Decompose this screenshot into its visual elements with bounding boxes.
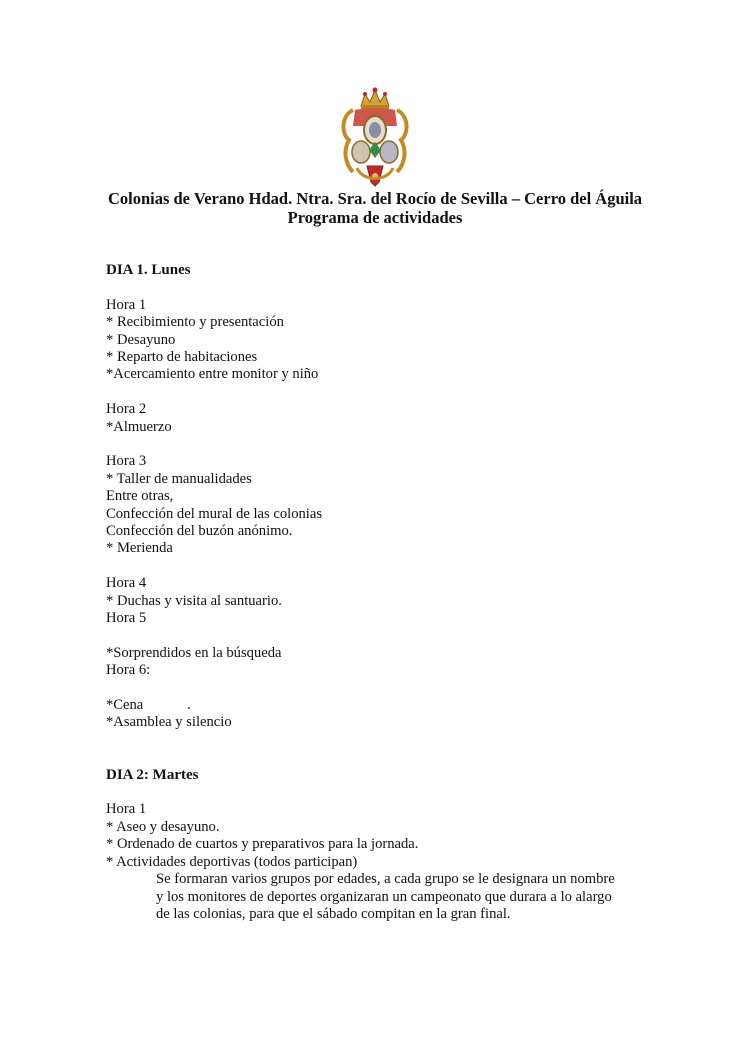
list-item: * Desayuno [106, 331, 176, 348]
day-heading: DIA 1. Lunes [106, 262, 191, 278]
paragraph-line: de las colonias, para que el sábado compitan en la gran final. [156, 905, 511, 922]
list-item: * Recibimiento y presentación [106, 314, 284, 331]
list-item: Confección del mural de las colonias [106, 505, 322, 522]
brotherhood-crest-logo [339, 86, 411, 194]
list-item: * Aseo y desayuno. [106, 818, 220, 835]
list-item: * Actividades deportivas (todos participan) [106, 853, 358, 870]
hour-label: Hora 1 [106, 296, 147, 313]
activity-program [106, 262, 666, 923]
hour-label: Hora 3 [106, 453, 147, 470]
list-item: Confección del buzón anónimo. [106, 523, 293, 540]
hour-label: Hora 4 [106, 575, 147, 592]
paragraph-line: y los monitores de deportes organizaran un campeonato que durara a lo alargo [156, 888, 612, 905]
list-item: * Duchas y visita al santuario. [106, 592, 282, 609]
list-item: Entre otras, [106, 488, 174, 505]
list-item: *Asamblea y silencio [106, 714, 232, 731]
list-item: *Cena . [106, 697, 191, 714]
list-item: * Reparto de habitaciones [106, 349, 258, 366]
hour-label: Hora 6: [106, 662, 151, 679]
list-item: * Ordenado de cuartos y preparativos para la jornada. [106, 836, 419, 853]
day-heading: DIA 2: Martes [106, 766, 199, 783]
paragraph-line: Se formaran varios grupos por edades, a cada grupo se le designara un nombre [156, 871, 615, 888]
hour-label: Hora 5 [106, 610, 147, 627]
hour-label: Hora 2 [106, 401, 147, 418]
list-item: * Taller de manualidades [106, 470, 252, 487]
list-item: *Sorprendidos en la búsqueda [106, 644, 282, 661]
hour-label: Hora 1 [106, 801, 147, 818]
list-item: * Merienda [106, 540, 173, 557]
list-item: *Almuerzo [106, 418, 172, 435]
list-item: *Acercamiento entre monitor y niño [106, 366, 319, 383]
crown-icon [361, 88, 389, 110]
page-title: Colonias de Verano Hdad. Ntra. Sra. del Rocío de Sevilla – Cerro del Águila [107, 189, 643, 208]
page-subtitle: Programa de actividades [287, 208, 463, 227]
